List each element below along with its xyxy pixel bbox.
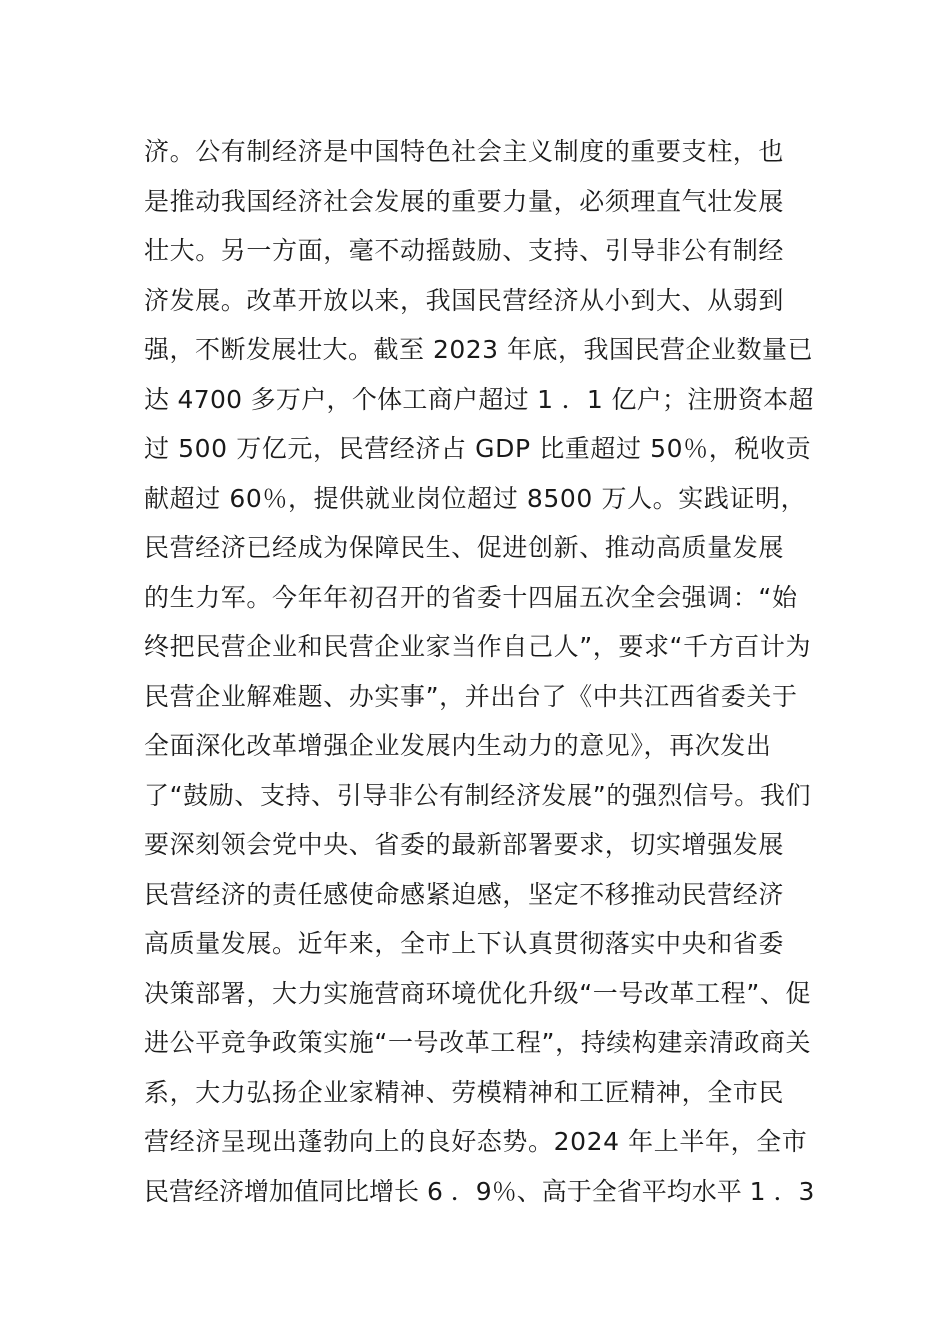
- text-line-5: 强，不断发展壮大。截至 2023 年底，我国民营企业数量已: [144, 335, 814, 364]
- text-line-7: 过 500 万亿元，民营经济占 GDP 比重超过 50％，税收贡: [144, 434, 812, 463]
- text-line-11: 终把民营企业和民营企业家当作自己人”，要求“千方百计为: [144, 632, 812, 661]
- text-line-15: 要深刻领会党中央、省委的最新部署要求，切实增强发展: [144, 830, 785, 859]
- text-line-18: 决策部署，大力实施营商环境优化升级“一号改革工程”、促: [144, 978, 812, 1008]
- text-line-2: 是推动我国经济社会发展的重要力量，必须理直气壮发展: [144, 186, 785, 216]
- text-line-17: 高质量发展。近年来，全市上下认真贯彻落实中央和省委: [144, 929, 785, 958]
- text-line-1: 济。公有制经济是中国特色社会主义制度的重要支柱，也: [144, 137, 785, 166]
- text-line-21: 营经济呈现出蓬勃向上的良好态势。2024 年上半年，全市: [144, 1127, 808, 1156]
- text-line-13: 全面深化改革增强企业发展内生动力的意见》，再次发出: [144, 731, 772, 760]
- text-line-22: 民营经济增加值同比增长 6 ．9％、高于全省平均水平 1 ．3: [144, 1176, 815, 1206]
- text-line-14: 了“鼓励、支持、引导非公有制经济发展”的强烈信号。我们: [144, 780, 812, 810]
- text-line-20: 系，大力弘扬企业家精神、劳模精神和工匠精神，全市民: [144, 1077, 785, 1107]
- text-line-16: 民营经济的责任感使命感紧迫感，坚定不移推动民营经济: [144, 879, 785, 909]
- text-line-3: 壮大。另一方面，毫不动摇鼓励、支持、引导非公有制经: [144, 236, 785, 265]
- text-line-9: 民营经济已经成为保障民生、促进创新、推动高质量发展: [144, 533, 785, 562]
- text-line-19: 进公平竞争政策实施“一号改革工程”，持续构建亲清政商关: [144, 1028, 812, 1057]
- body-paragraph: [144, 127, 814, 1216]
- text-line-6: 达 4700 多万户，个体工商户超过 1 ．1 亿户；注册资本超: [144, 384, 814, 414]
- text-line-10: 的生力军。今年年初召开的省委十四届五次全会强调：“始: [144, 582, 798, 612]
- text-line-4: 济发展。改革开放以来，我国民营经济从小到大、从弱到: [144, 285, 785, 315]
- text-line-12: 民营企业解难题、办实事”，并出台了《中共江西省委关于: [144, 681, 798, 711]
- text-line-8: 献超过 60％，提供就业岗位超过 8500 万人。实践证明，: [144, 483, 807, 513]
